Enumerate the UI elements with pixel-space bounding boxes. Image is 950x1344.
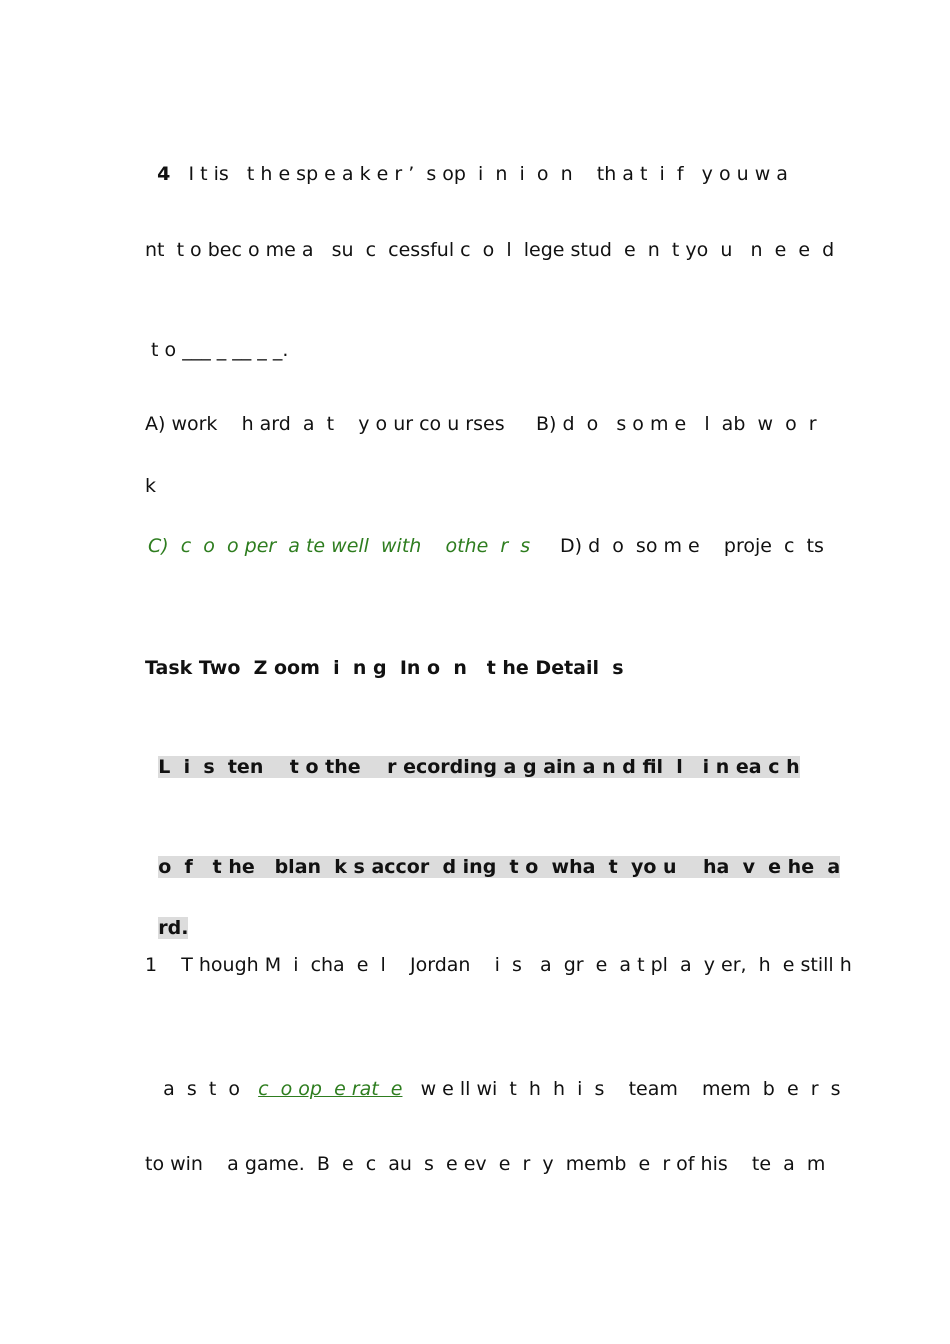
question-4-line-2: nt t o bec o me a su c cessful c o l lege stud e n t yo u n e e d: [145, 239, 835, 261]
question-number: 4: [157, 163, 171, 185]
instruction-text: rd.: [158, 917, 189, 939]
option-b-wrap: k: [145, 475, 157, 497]
blank-answer: c o op e rat e: [258, 1078, 403, 1100]
question-4-line-3: t o ___ _ __ _ _.: [145, 339, 289, 361]
option-a: A) work h ard a t y o ur co u rses: [145, 413, 505, 435]
question-1-line-3: to win a game. B e c au s e ev e r y memb e r of his te a m: [145, 1153, 826, 1175]
question-4-line-1: [145, 138, 788, 186]
option-b: B) d o s o m e l ab w o r: [536, 413, 817, 435]
question-1-line-1: 1 T hough M i cha e l Jordan i s a gr e a t pl a y er, h e still h: [145, 954, 852, 976]
spacer: [170, 163, 188, 185]
task-two-heading: Task Two Z oom i n g In o n t he Detail s: [145, 657, 624, 679]
question-text: I t is t h e sp e a k e r ’ s op i n i o n th a t i f y o u w a: [188, 163, 788, 185]
instruction-line-2: [145, 831, 840, 879]
question-1-line-2: [145, 1053, 841, 1101]
instruction-text: o f t he blan k s accor d ing t o wha t yo u ha v e he a: [158, 856, 841, 878]
option-c-answer: C) c o o per a te well with othe r s: [148, 535, 531, 557]
instruction-text: L i s ten t o the r ecording a g ain a n d fil l i n ea c h: [158, 756, 800, 778]
option-d: D) d o so m e proje c ts: [560, 535, 824, 557]
text-before-blank: a s t o: [157, 1078, 259, 1100]
instruction-line-3: [145, 892, 188, 940]
text-after-blank: w e ll wi t h h i s team mem b e r s: [402, 1078, 841, 1100]
instruction-line-1: [145, 731, 800, 779]
